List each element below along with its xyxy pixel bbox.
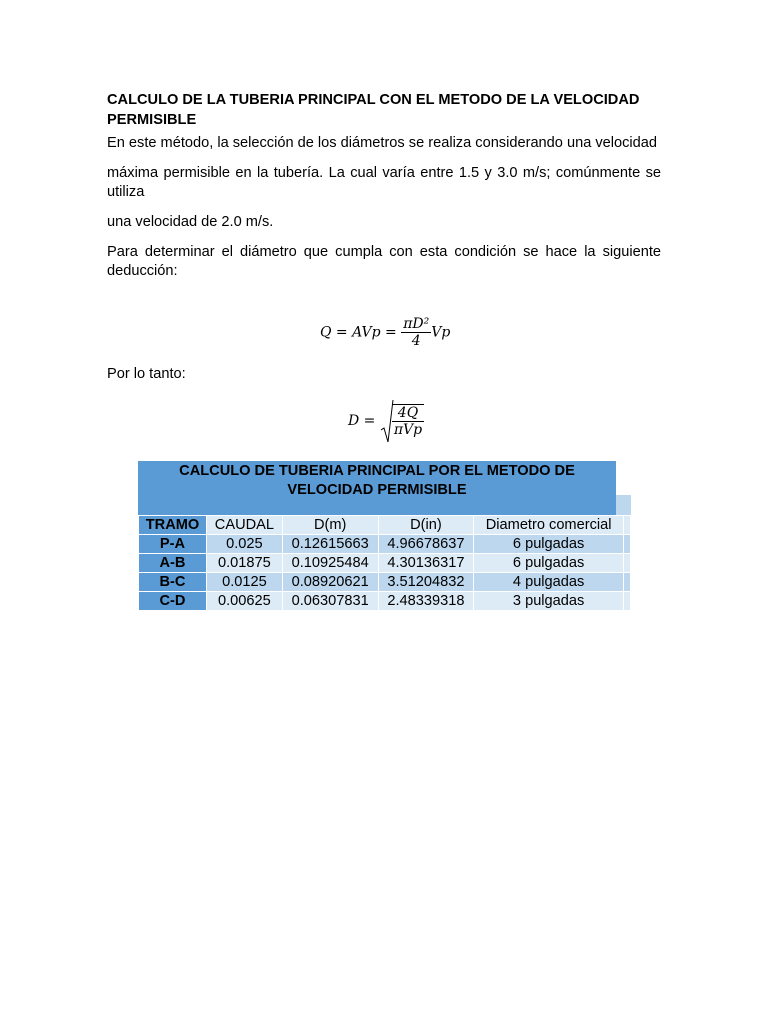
flow-formula-lhs: Q = AVp = — [320, 324, 397, 341]
flow-formula — [320, 316, 450, 349]
row-tramo: B-C — [139, 573, 207, 592]
table-cell: 4 pulgadas — [474, 573, 624, 592]
flow-formula-rhs: Vp — [431, 324, 451, 341]
table-row — [139, 535, 631, 554]
table-cell: 6 pulgadas — [474, 554, 624, 573]
table-title: CALCULO DE TUBERIA PRINCIPAL POR EL METODO DE VELOCIDAD PERMISIBLE — [138, 461, 616, 515]
flow-formula-denominator: 4 — [401, 332, 431, 349]
table-row — [139, 554, 631, 573]
pipe-table — [138, 461, 631, 611]
header-d-m: D(m) — [282, 516, 378, 535]
table-cell: 0.01875 — [207, 554, 283, 573]
header-diametro-comercial: Diametro comercial — [474, 516, 624, 535]
paragraph-1: En este método, la selección de los diámetros se realiza considerando una velocidad — [107, 135, 658, 151]
table-cell: 2.48339318 — [378, 592, 474, 611]
table-cell: 0.06307831 — [282, 592, 378, 611]
row-tramo: A-B — [139, 554, 207, 573]
table-row — [139, 592, 631, 611]
table-cell: 0.0125 — [207, 573, 283, 592]
table-cell: 0.025 — [207, 535, 283, 554]
table-row — [139, 573, 631, 592]
pipe-table-grid — [138, 515, 631, 611]
flow-formula-fraction — [401, 316, 431, 349]
table-cell: 0.12615663 — [282, 535, 378, 554]
table-cell: 6 pulgadas — [474, 535, 624, 554]
header-caudal: CAUDAL — [207, 516, 283, 535]
por-lo-tanto-text: Por lo tanto: — [107, 366, 186, 382]
row-stub — [624, 535, 631, 554]
row-tramo: C-D — [139, 592, 207, 611]
row-stub — [624, 573, 631, 592]
row-tramo: P-A — [139, 535, 207, 554]
table-header-row — [139, 516, 631, 535]
diameter-formula-lhs: D = — [348, 413, 376, 429]
row-stub — [624, 554, 631, 573]
header-d-in: D(in) — [378, 516, 474, 535]
table-cell: 0.00625 — [207, 592, 283, 611]
table-cell: 3.51204832 — [378, 573, 474, 592]
table-cell: 0.10925484 — [282, 554, 378, 573]
table-cell: 4.30136317 — [378, 554, 474, 573]
table-cell: 3 pulgadas — [474, 592, 624, 611]
diameter-formula-fraction — [392, 404, 424, 438]
header-stub — [624, 516, 631, 535]
flow-formula-numerator: πD² — [403, 316, 430, 332]
header-tramo: TRAMO — [139, 516, 207, 535]
table-cell: 0.08920621 — [282, 573, 378, 592]
row-stub — [624, 592, 631, 611]
paragraph-3: una velocidad de 2.0 m/s. — [107, 214, 274, 230]
document-body — [107, 90, 661, 292]
paragraph-2: máxima permisible en la tubería. La cual varía entre 1.5 y 3.0 m/s; comúnmente se utiliza — [107, 165, 661, 200]
paragraph-4: Para determinar el diámetro que cumpla con esta condición se hace la siguiente deducción: — [107, 244, 661, 279]
diameter-formula-denominator: πVp — [393, 422, 423, 438]
document-title: CALCULO DE LA TUBERIA PRINCIPAL CON EL METODO DE LA VELOCIDAD PERMISIBLE — [107, 92, 640, 128]
table-title-edge — [616, 495, 631, 515]
table-cell: 4.96678637 — [378, 535, 474, 554]
diameter-formula — [348, 398, 424, 444]
diameter-formula-numerator: 4Q — [397, 405, 419, 421]
